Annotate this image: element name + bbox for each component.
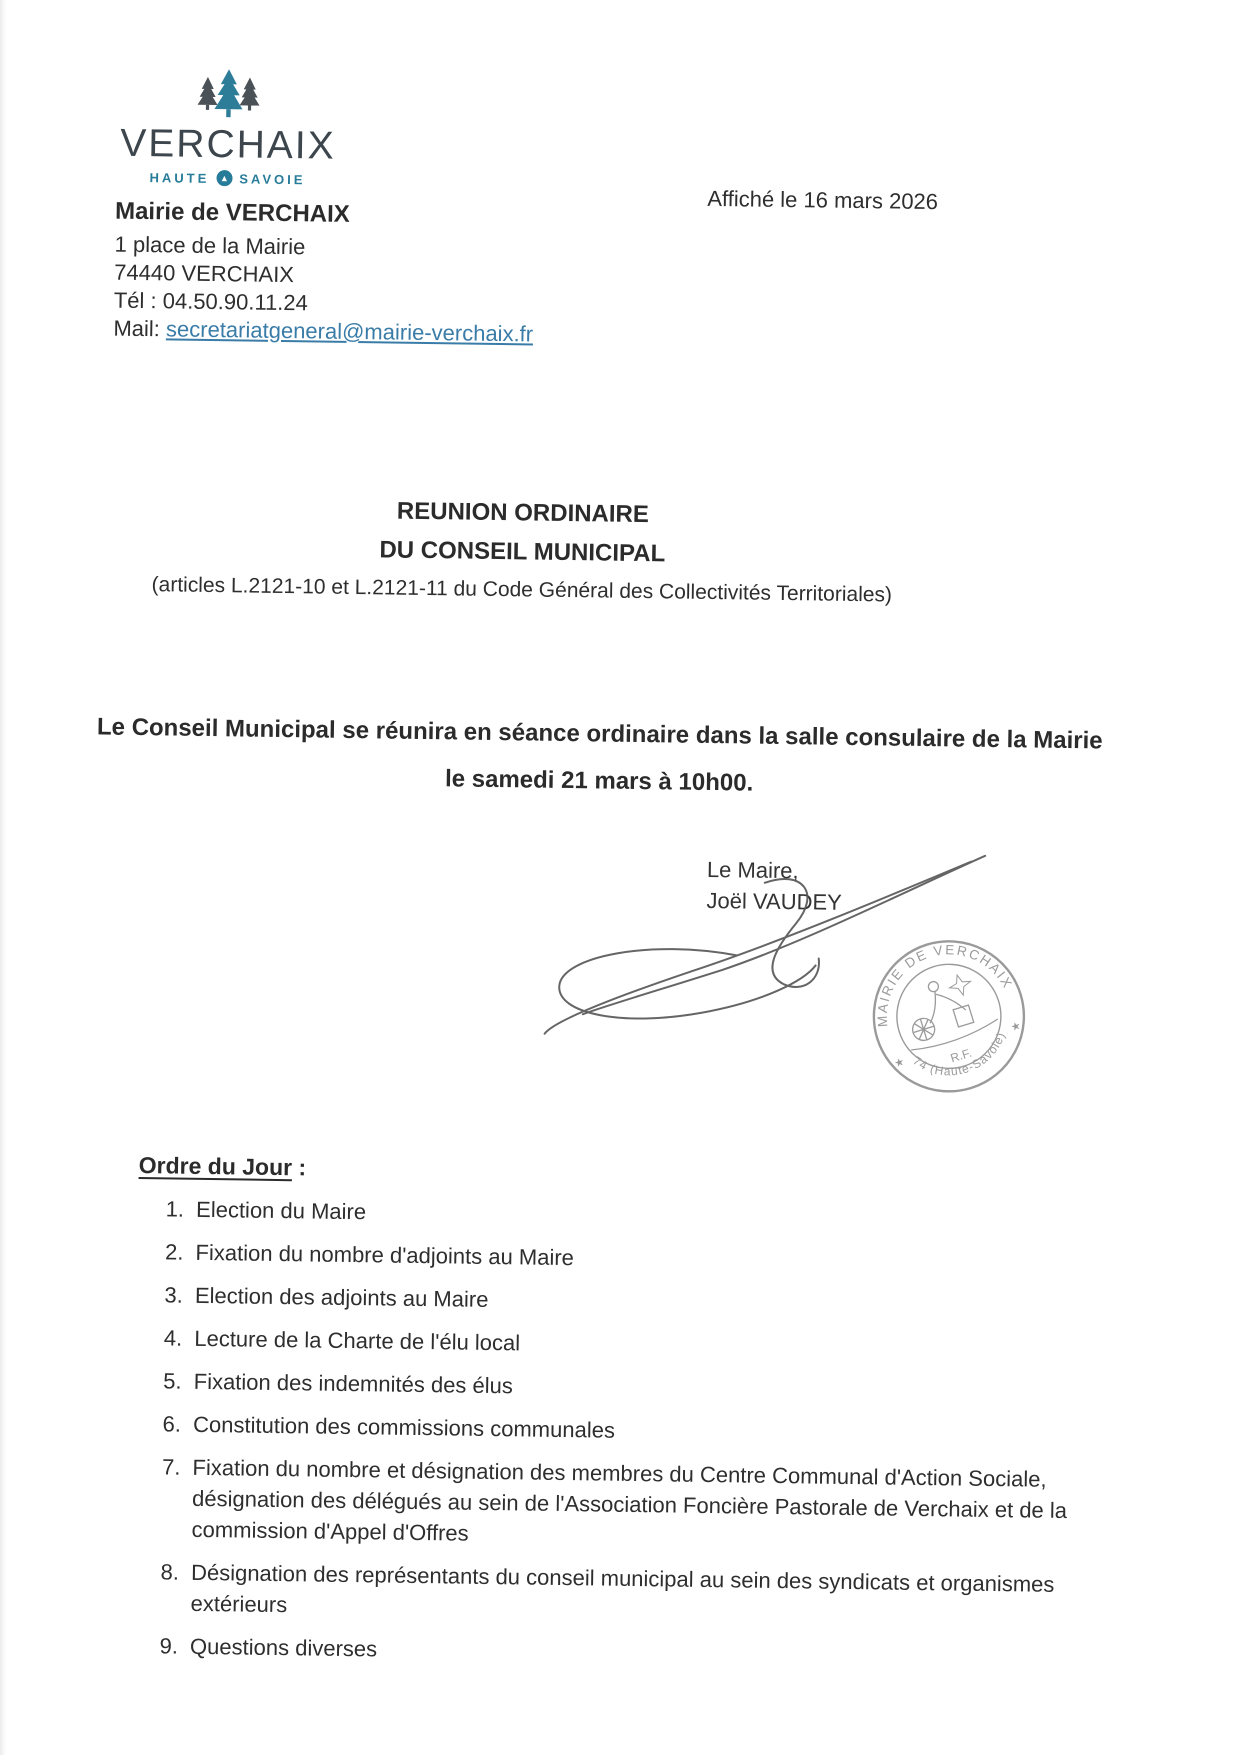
agenda-item: 1. Election du Maire (190, 1194, 1158, 1239)
stamp-star-left-icon: ★ (892, 1055, 906, 1071)
document-title-block (0, 486, 1053, 610)
stamp-top-text: MAIRIE DE VERCHAIX (874, 942, 1016, 1028)
agenda-item: 7. Fixation du nombre et désignation des membres du Centre Communal d'Action Sociale, désignation des délégués au sein de l'Association Foncière Pastorale de Verchaix et de la commission d'Appel d'Offres (185, 1452, 1154, 1559)
stamp-emblem-figure (894, 966, 1000, 1053)
agenda-list (132, 1193, 1158, 1675)
ibex-badge-icon: ▲ (216, 170, 232, 186)
mail-address-link[interactable]: secretariatgeneral@mairie-verchaix.fr (165, 316, 534, 347)
title-line-2: DU CONSEIL MUNICIPAL (379, 536, 666, 568)
agenda-item: 8. Désignation des représentants du conseil municipal au sein des syndicats et organismes extérieurs (184, 1557, 1153, 1633)
agenda-item: 3. Election des adjoints au Maire (189, 1280, 1157, 1325)
title-legal-reference: (articles L.2121-10 et L.2121-11 du Code Général des Collectivités Territoriales) (151, 573, 893, 607)
logo-region-left: HAUTE (149, 169, 210, 186)
stamp-bottom-text: 74 (Haute-Savoie) (910, 1029, 1009, 1079)
sender-mail-line (113, 315, 533, 349)
stamp-rf-text: R.F. (948, 1045, 974, 1066)
sender-name: Mairie de VERCHAIX (114, 197, 350, 228)
sender-address-line2: 74440 VERCHAIX (114, 259, 295, 288)
agenda-item: 9. Questions diverses (184, 1631, 1152, 1676)
agenda-heading-text: Ordre du Jour (138, 1152, 293, 1181)
sender-phone: Tél : 04.50.90.11.24 (113, 287, 309, 316)
pine-trees-icon (193, 69, 264, 122)
logo-wordmark: VERCHAIX (120, 121, 336, 168)
logo-region-line (102, 168, 352, 187)
posted-date: Affiché le 16 mars 2026 (707, 185, 939, 215)
handwritten-signature (545, 850, 986, 1040)
announcement-line-1: Le Conseil Municipal se réunira en séance ordinaire dans la salle consulaire de la Mairie (96, 713, 1103, 755)
agenda-item: 6. Constitution des commissions communales (187, 1409, 1155, 1454)
agenda-section (132, 1152, 1159, 1687)
svg-text:MAIRIE DE VERCHAIX (857, 924, 1017, 1031)
agenda-heading-colon: : (298, 1154, 307, 1181)
agenda-item: 4. Lecture de la Charte de l'élu local (188, 1323, 1156, 1368)
title-line-1: REUNION ORDINAIRE (396, 497, 650, 529)
sender-address-line1: 1 place de la Mairie (114, 231, 306, 260)
agenda-heading (139, 1152, 1159, 1193)
signature-and-stamp (529, 828, 1073, 1146)
mail-label: Mail: (113, 315, 161, 342)
logo-region-right: SAVOIE (239, 170, 306, 187)
sender-address-block (113, 198, 535, 349)
stamp-star-right-icon: ★ (1009, 1019, 1023, 1035)
agenda-item: 5. Fixation des indemnités des élus (188, 1366, 1156, 1411)
agenda-item: 2. Fixation du nombre d'adjoints au Maire (189, 1237, 1157, 1282)
signer-name: Joël VAUDEY (706, 887, 842, 915)
official-round-stamp (855, 923, 1043, 1111)
announcement-line-2: le samedi 21 mars à 10h00. (444, 765, 754, 797)
commune-logo (102, 67, 354, 187)
signer-role: Le Maire, (706, 856, 799, 884)
announcement-body (0, 702, 1200, 813)
